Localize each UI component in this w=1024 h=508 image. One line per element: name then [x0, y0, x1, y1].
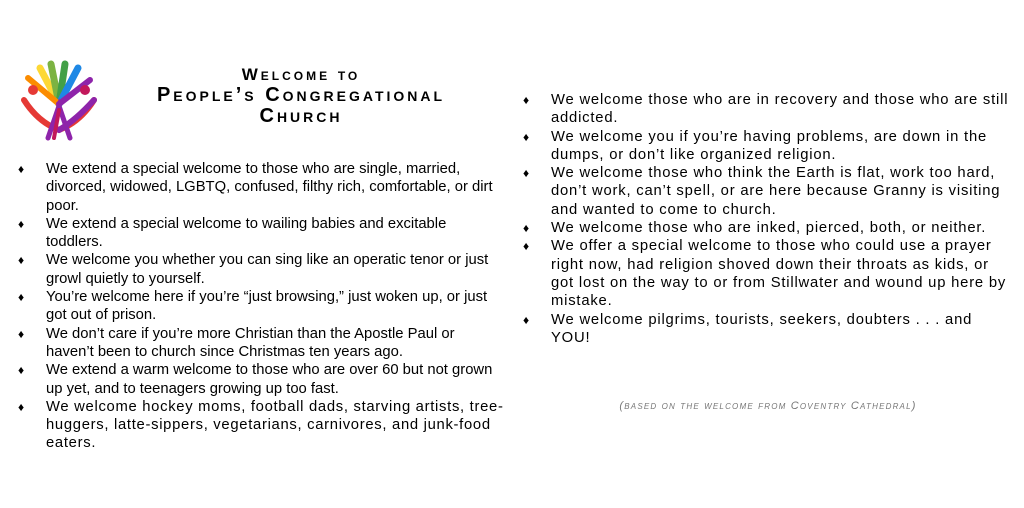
- page-title: [118, 64, 484, 127]
- diamond-bullet-icon: ♦: [523, 129, 530, 144]
- list-item: ♦ We welcome you if you’re having problems, are down in the dumps, or don’t like organized religion.: [523, 128, 987, 163]
- list-item: ♦ We welcome pilgrims, tourists, seekers, doubters . . . and YOU!: [523, 311, 973, 346]
- list-item: ♦ We welcome those who are inked, pierced, both, or neither.: [523, 220, 987, 237]
- list-item: ♦ You’re welcome here if you’re “just browsing,” just woken up, or just got out of prison.: [18, 289, 488, 324]
- list-item: ♦ We extend a warm welcome to those who are over 60 but not grown up yet, and to teenagers growing up too fast.: [18, 362, 493, 397]
- diamond-bullet-icon: ♦: [18, 290, 25, 305]
- right-welcome-list: [519, 91, 1009, 347]
- diamond-bullet-icon: ♦: [18, 162, 25, 176]
- list-item: ♦ We extend a special welcome to those who are single, married, divorced, widowed, LGBTQ, confused, filthy rich, comfortable, or dirt poor.: [18, 161, 493, 214]
- title-line-2: People’s Congregational: [156, 84, 446, 106]
- list-item: ♦ We welcome hockey moms, football dads, starving artists, tree-huggers, latte-sippers, vegetarians, carnivores, and junk-food eaters.: [18, 398, 504, 452]
- left-welcome-list: [14, 160, 504, 453]
- diamond-bullet-icon: ♦: [523, 221, 530, 236]
- list-item: ♦ We welcome those who think the Earth is flat, work too hard, don’t work, can’t spell, or are here because Granny is visiting and wanted to come to church.: [523, 165, 1001, 218]
- diamond-bullet-icon: ♦: [18, 216, 25, 231]
- source-footnote: (based on the welcome from Coventry Cathedral): [619, 400, 917, 412]
- title-line-3: Church: [259, 105, 343, 127]
- list-item: ♦ We offer a special welcome to those who could use a prayer right now, had religion shoved down their throats as kids, or got lost on the way to or from Stillwater and wound up here by mistake.: [523, 238, 1007, 310]
- list-item: ♦ We welcome those who are in recovery and those who are still addicted.: [523, 92, 1009, 127]
- diamond-bullet-icon: ♦: [18, 253, 25, 268]
- diamond-bullet-icon: ♦: [18, 399, 25, 414]
- list-item: ♦ We extend a special welcome to wailing babies and excitable toddlers.: [18, 215, 447, 251]
- diamond-bullet-icon: ♦: [523, 166, 530, 181]
- list-item: ♦ We welcome you whether you can sing like an operatic tenor or just growl quietly to yourself.: [18, 252, 489, 287]
- diamond-bullet-icon: ♦: [523, 312, 530, 327]
- church-logo-icon: [18, 60, 100, 142]
- diamond-bullet-icon: ♦: [523, 239, 530, 254]
- diamond-bullet-icon: ♦: [18, 363, 25, 378]
- diamond-bullet-icon: ♦: [523, 93, 530, 107]
- diamond-bullet-icon: ♦: [18, 326, 25, 341]
- title-line-1: Welcome to: [241, 65, 361, 84]
- list-item: ♦ We don’t care if you’re more Christian than the Apostle Paul or haven’t been to church since Christmas ten years ago.: [18, 325, 455, 360]
